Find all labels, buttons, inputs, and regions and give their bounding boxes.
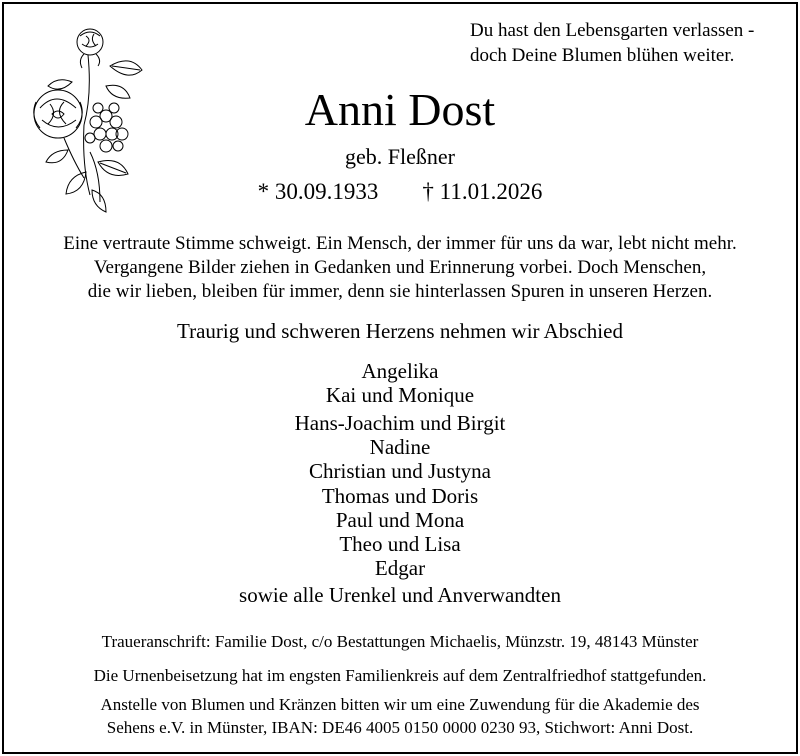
- mourner-name: Edgar: [374, 556, 426, 580]
- maiden-name: geb. Fleßner: [345, 144, 455, 169]
- mourner-name: Angelika: [361, 359, 439, 383]
- donation-line-1: Anstelle von Blumen und Kränzen bitten wir um eine Zuwendung für die Akademie des: [100, 695, 700, 714]
- mourner-name: Christian und Justyna: [309, 459, 491, 483]
- mourner-name: Theo und Lisa: [339, 532, 461, 556]
- mourner-name: Paul und Mona: [335, 508, 465, 532]
- farewell-line: Traurig und schweren Herzens nehmen wir Abschied: [177, 319, 623, 343]
- mourner-group-1: [0, 359, 800, 407]
- donation-line-2: Sehens e.V. in Münster, IBAN: DE46 4005 0150 0000 0230 93, Stichwort: Anni Dost.: [106, 718, 694, 737]
- motto: [470, 18, 754, 68]
- verse-line: Eine vertraute Stimme schweigt. Ein Mensch, der immer für uns da war, lebt nicht mehr.: [63, 233, 737, 254]
- motto-line-2: doch Deine Blumen blühen weiter.: [470, 45, 735, 66]
- death-date: † 11.01.2026: [422, 179, 543, 204]
- birth-date: * 30.09.1933: [257, 179, 379, 204]
- motto-line-1: Du hast den Lebensgarten verlassen -: [470, 20, 755, 41]
- relatives-line: sowie alle Urenkel und Anverwandten: [239, 583, 561, 607]
- mourner-name: Hans-Joachim und Birgit: [294, 411, 506, 435]
- verse-line: die wir lieben, bleiben für immer, denn sie hinterlassen Spuren in unseren Herzen.: [87, 281, 713, 302]
- burial-notice: Die Urnenbeisetzung hat im engsten Familienkreis auf dem Zentralfriedhof stattgefunden.: [93, 666, 707, 685]
- mourner-name: Thomas und Doris: [321, 484, 479, 508]
- life-dates: [0, 178, 800, 206]
- verse-line: Vergangene Bilder ziehen in Gedanken und Erinnerung vorbei. Doch Menschen,: [93, 257, 707, 278]
- verse: [0, 232, 800, 304]
- mourner-group-2: [0, 411, 800, 483]
- mourning-address: Traueranschrift: Familie Dost, c/o Bestattungen Michaelis, Münzstr. 19, 48143 Münster: [101, 632, 699, 651]
- donation-request: [0, 693, 800, 739]
- mourner-name: Nadine: [369, 435, 431, 459]
- deceased-name: Anni Dost: [304, 84, 496, 135]
- mourner-group-3: [0, 484, 800, 580]
- mourner-name: Kai und Monique: [325, 383, 475, 407]
